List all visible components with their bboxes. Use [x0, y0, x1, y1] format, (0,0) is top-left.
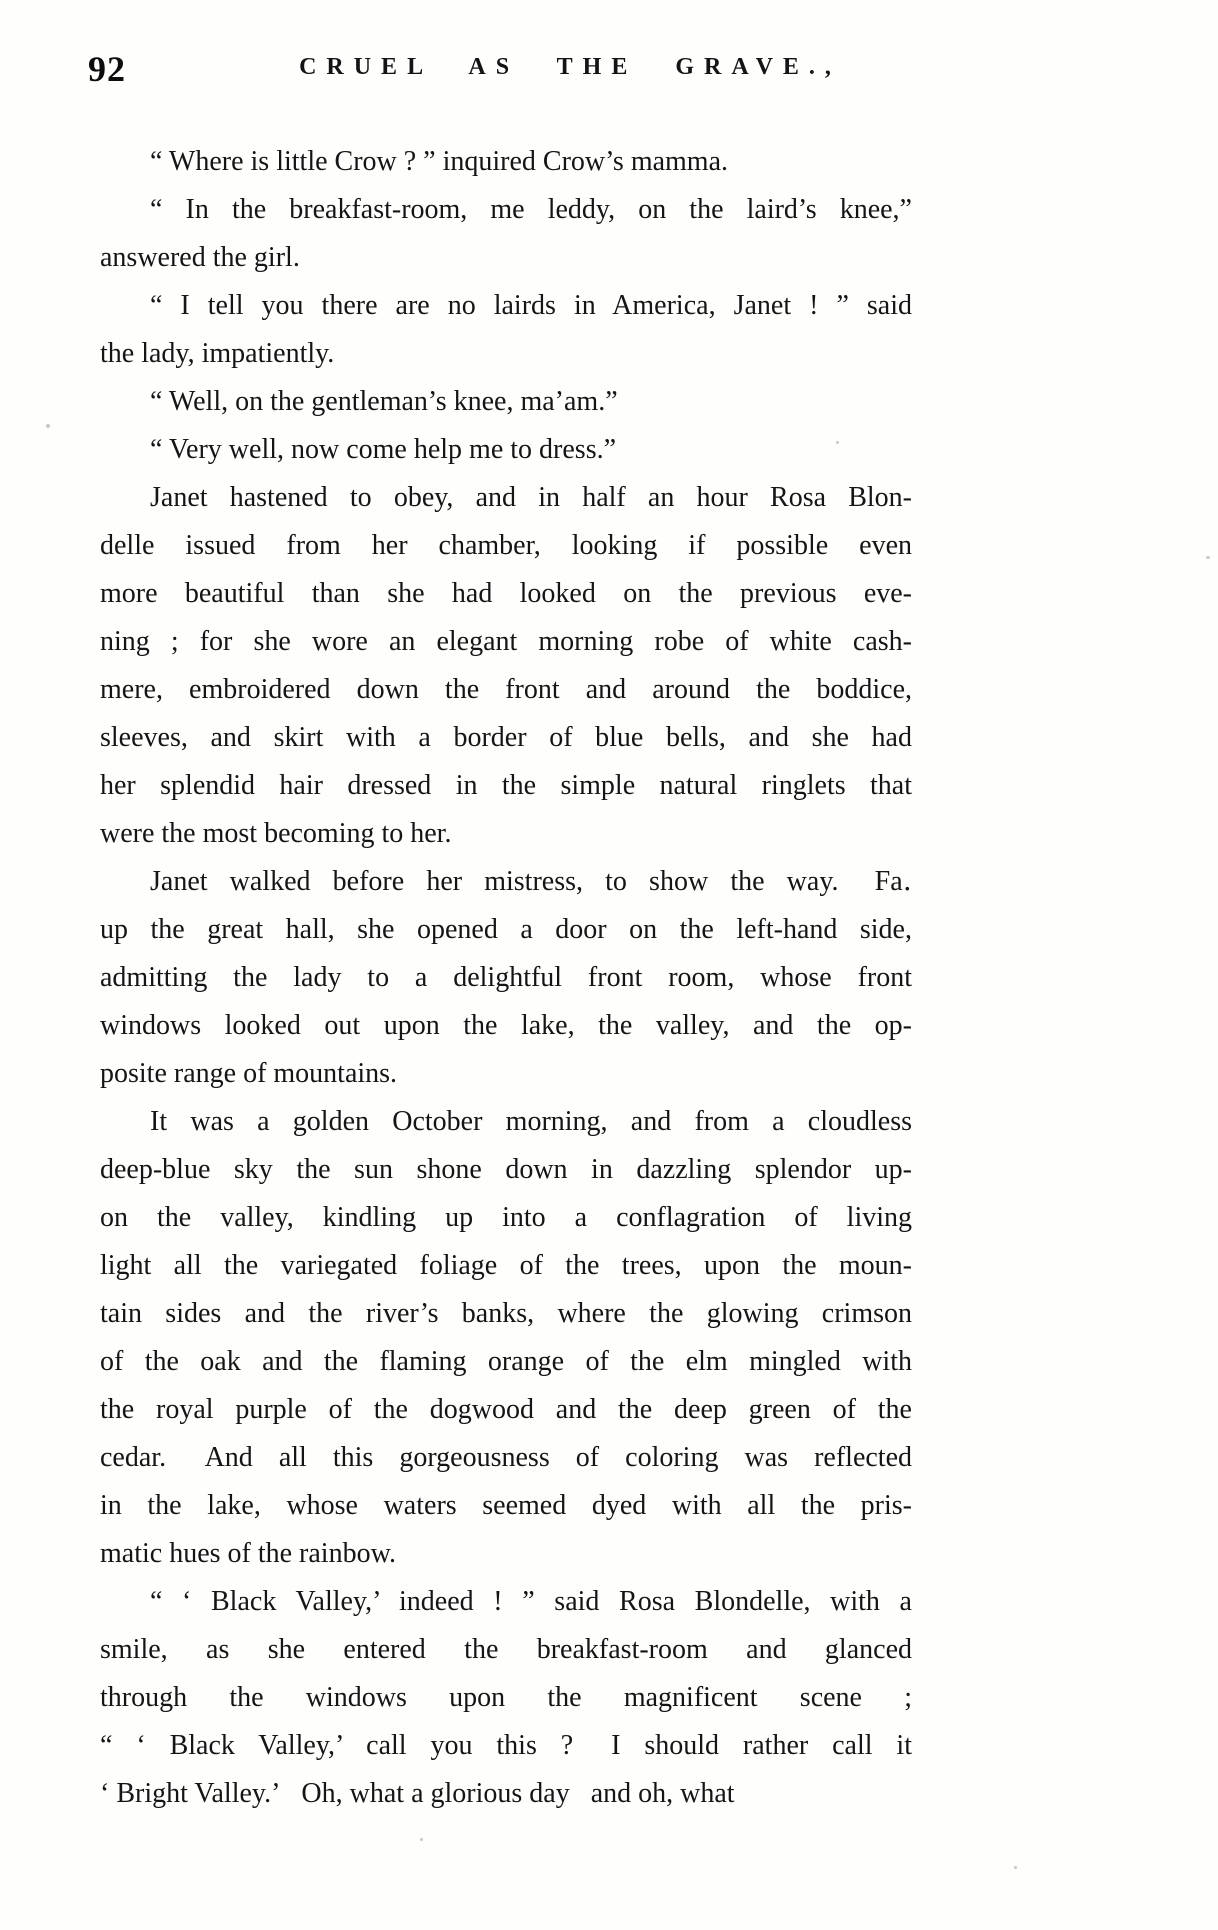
- scan-speck: [836, 441, 839, 444]
- text-line: tain sides and the river’s banks, where the glowing crimson: [100, 1298, 912, 1329]
- page-number: 92: [88, 49, 126, 89]
- text-line: “ ‘ Black Valley,’ call you this ? I should rather call it: [100, 1730, 912, 1761]
- page-text: [100, 138, 912, 1818]
- text-line: the royal purple of the dogwood and the deep green of the: [100, 1394, 912, 1425]
- text-line: on the valley, kindling up into a conflagration of living: [100, 1202, 912, 1233]
- running-head: [0, 48, 1218, 94]
- text-line: “ In the breakfast-room, me leddy, on the laird’s knee,”: [150, 194, 912, 225]
- text-line: of the oak and the flaming orange of the elm mingled with: [100, 1346, 912, 1377]
- text-line: ‘ Bright Valley.’ Oh, what a glorious day and oh, what: [100, 1778, 735, 1809]
- scan-speck: [420, 1838, 423, 1841]
- text-line: “ ‘ Black Valley,’ indeed ! ” said Rosa Blondelle, with a: [150, 1586, 912, 1617]
- text-line: Janet walked before her mistress, to show the way. Fa․: [150, 866, 912, 897]
- scan-speck: [46, 424, 50, 428]
- text-line: deep-blue sky the sun shone down in dazzling splendor up-: [100, 1154, 912, 1185]
- text-line: cedar. And all this gorgeousness of coloring was reflected: [100, 1442, 912, 1473]
- text-line: smile, as she entered the breakfast-room and glanced: [100, 1634, 912, 1665]
- text-line: “ Where is little Crow ? ” inquired Crow’s mamma.: [150, 146, 729, 177]
- text-line: more beautiful than she had looked on the previous eve-: [100, 578, 912, 609]
- text-line: through the windows upon the magnificent scene ;: [100, 1682, 912, 1713]
- text-line: windows looked out upon the lake, the valley, and the op-: [100, 1010, 912, 1041]
- text-line: mere, embroidered down the front and around the boddice,: [100, 674, 912, 705]
- text-line: sleeves, and skirt with a border of blue bells, and she had: [100, 722, 912, 753]
- scan-speck: [1014, 1866, 1017, 1869]
- text-line: up the great hall, she opened a door on the left-hand side,: [100, 914, 912, 945]
- text-line: answered the girl.: [100, 242, 300, 273]
- text-line: admitting the lady to a delightful front room, whose front: [100, 962, 912, 993]
- text-line: ning ; for she wore an elegant morning robe of white cash-: [100, 626, 912, 657]
- text-line: were the most becoming to her.: [100, 818, 452, 849]
- text-line: “ Well, on the gentleman’s knee, ma’am.”: [150, 386, 618, 417]
- text-line: It was a golden October morning, and from a cloudless: [150, 1106, 912, 1137]
- text-line: delle issued from her chamber, looking if possible even: [100, 530, 912, 561]
- page-title: CRUEL AS THE GRAVE.,: [299, 54, 841, 80]
- text-line: light all the variegated foliage of the trees, upon the moun-: [100, 1250, 912, 1281]
- text-line: posite range of mountains.: [100, 1058, 398, 1089]
- text-line: “ Very well, now come help me to dress.”: [150, 434, 617, 465]
- text-line: “ I tell you there are no lairds in America, Janet ! ” said: [150, 290, 912, 321]
- text-line: her splendid hair dressed in the simple natural ringlets that: [100, 770, 912, 801]
- text-line: the lady, impatiently.: [100, 338, 335, 369]
- scan-speck: [1206, 556, 1210, 559]
- text-line: Janet hastened to obey, and in half an hour Rosa Blon-: [150, 482, 912, 513]
- text-line: in the lake, whose waters seemed dyed with all the pris-: [100, 1490, 912, 1521]
- text-line: matic hues of the rainbow.: [100, 1538, 396, 1569]
